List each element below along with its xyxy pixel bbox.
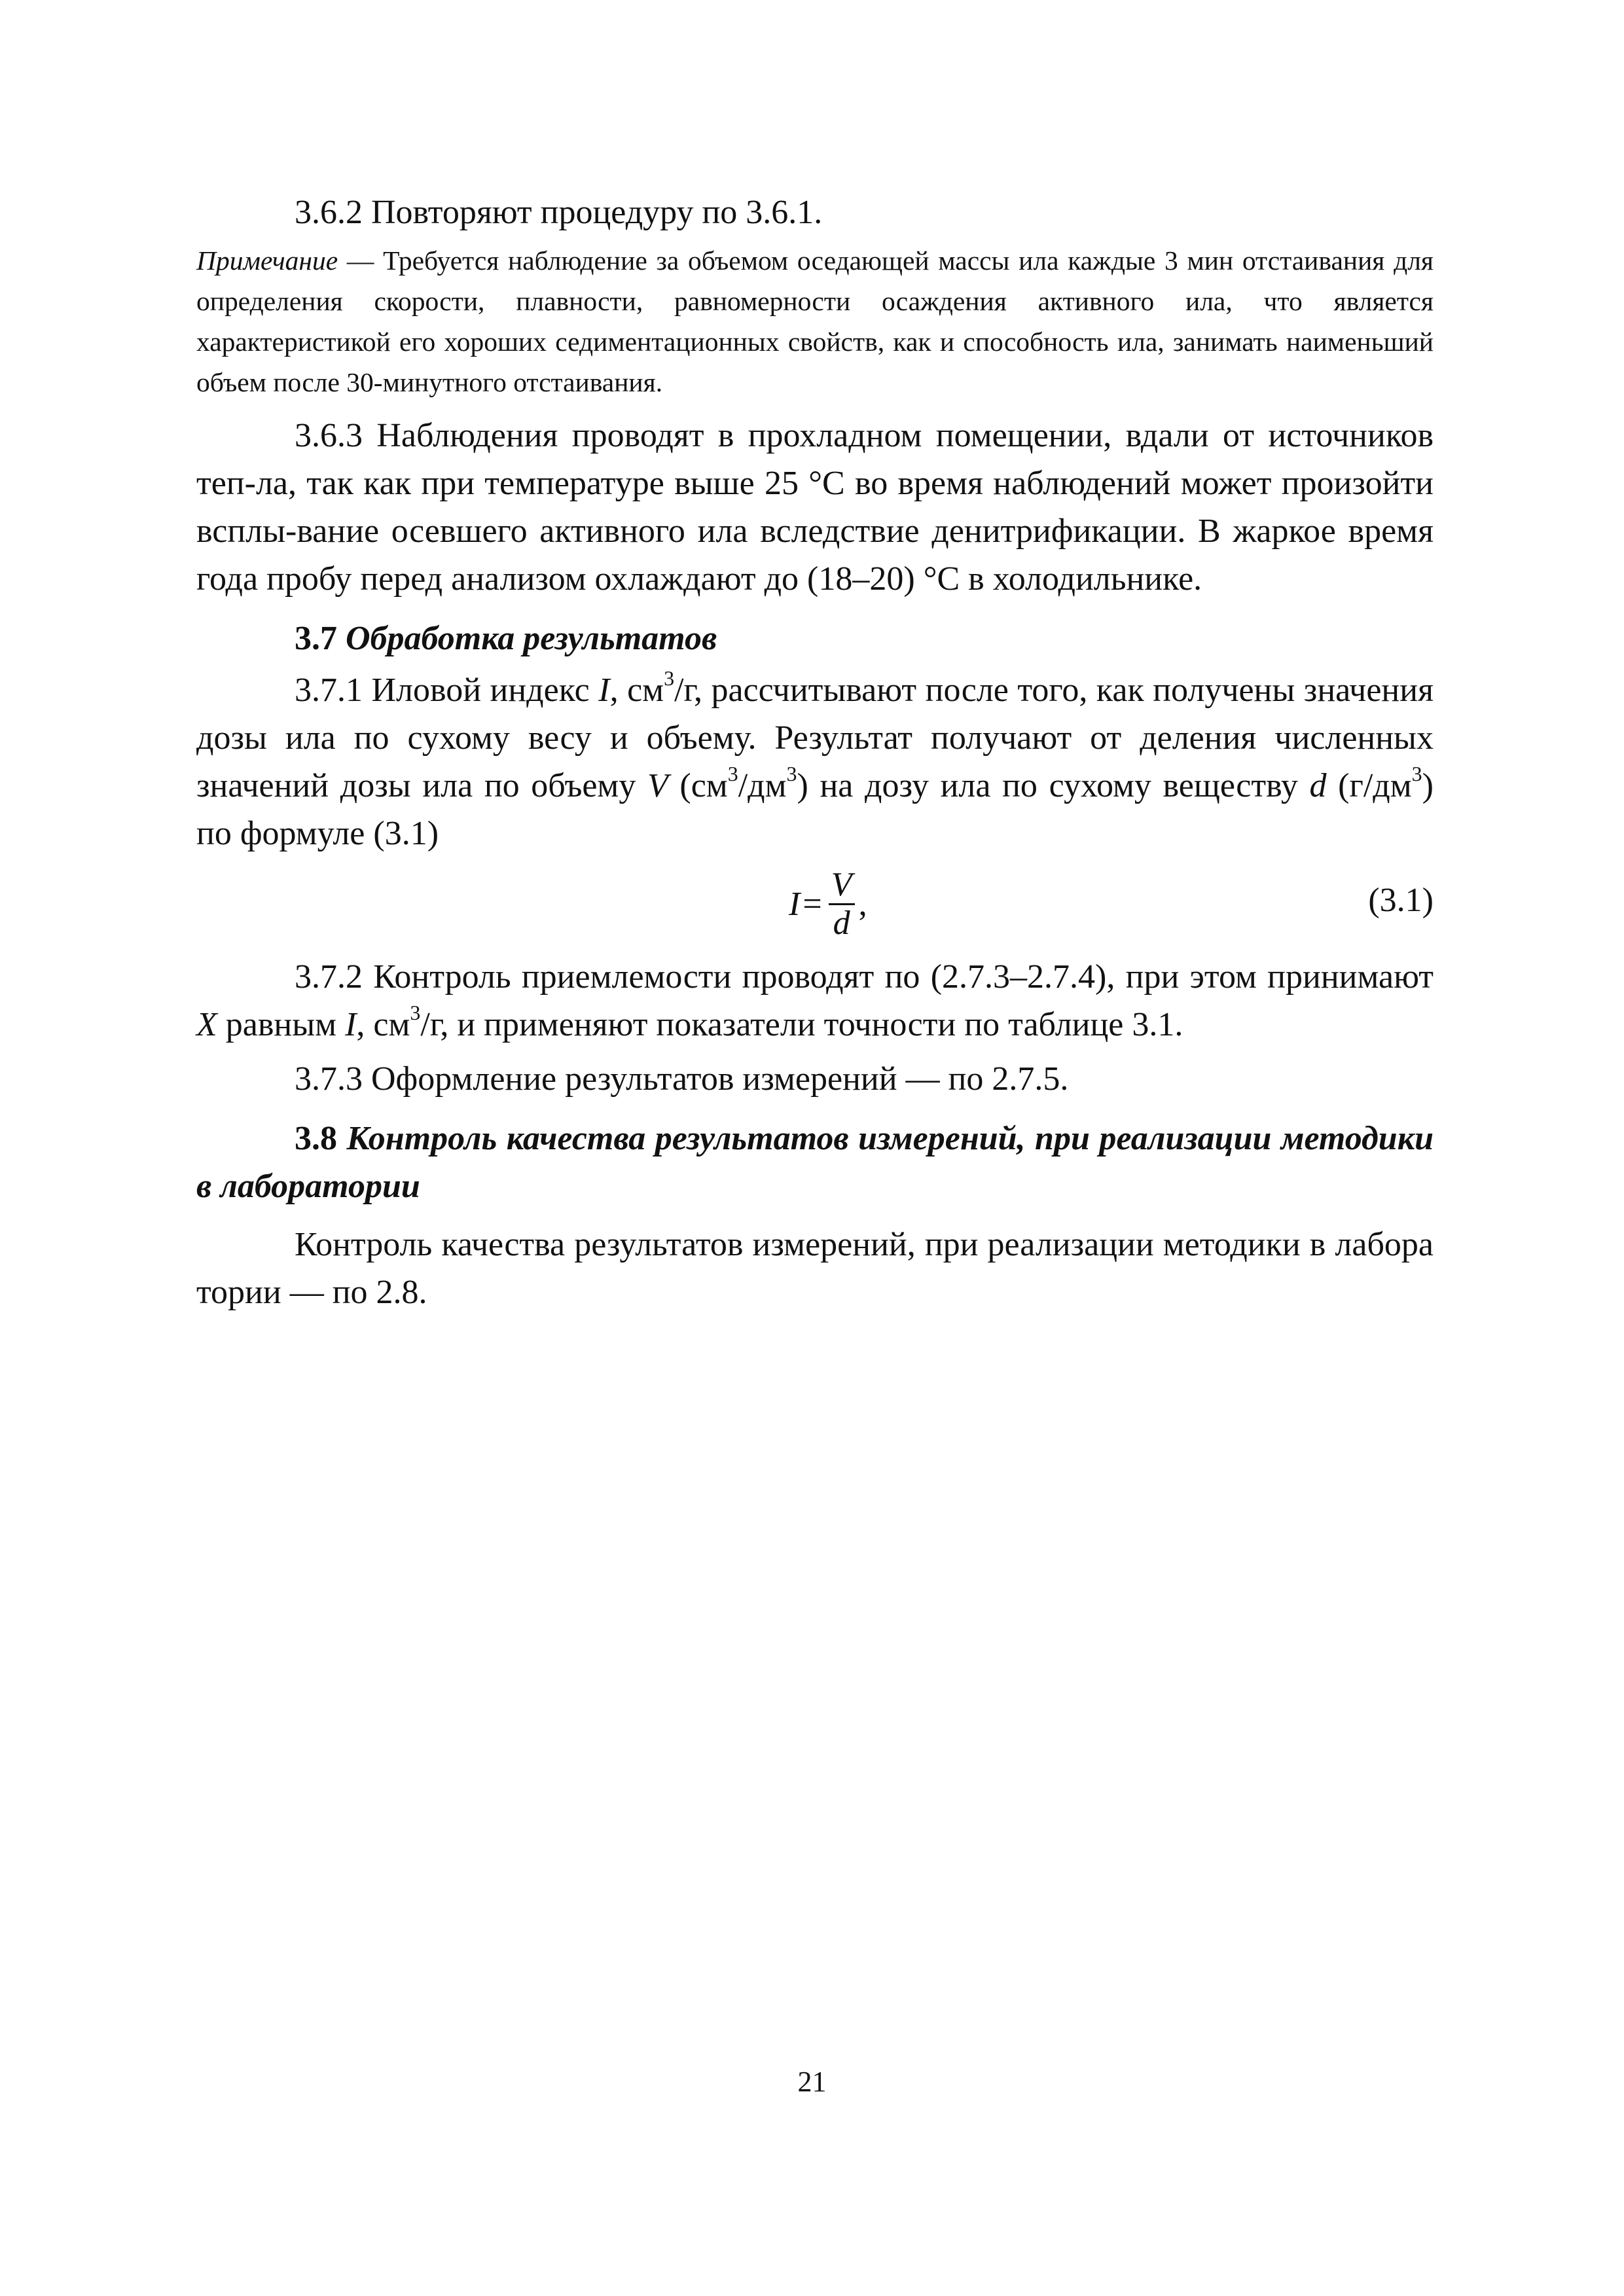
paragraph-3-7-3: 3.7.3 Оформление результатов измерений — по 2.7.5. (295, 1060, 1069, 1098)
page-number: 21 (797, 2066, 827, 2098)
note-paragraph (196, 240, 1434, 403)
heading-3-7-number: 3.7 (295, 620, 337, 657)
paragraph-3-7-1 (196, 666, 1434, 857)
p371-text-c: /г, рассчитывают после того, как получены значения дозы ила по сухому весу и объему. Результат получают от деления численных значений дозы ила по объему (196, 672, 1434, 804)
heading-3-7-title: Обработка результатов (346, 620, 717, 657)
page-content (196, 188, 1434, 1316)
p372-text-d: /г, и применяют показатели точности по таблице 3.1. (420, 1006, 1183, 1043)
heading-3-8-title: Контроль качества результатов измерений, при реализации методики в лаборатории (196, 1120, 1434, 1205)
p372-var-i: I (345, 1006, 357, 1043)
formula-3-1 (196, 861, 1434, 946)
note-text: — Требуется наблюдение за объемом оседающей массы ила каждые 3 мин отстаивания для определения скорости, плавности, равномерности осаждения активного ила, что является характеристикой его хороших седиментационных свойств, как и способность ила, занимать наименьший объем после 30-минутного отстаивания. (196, 245, 1434, 397)
p372-text-c: , см (356, 1006, 410, 1043)
formula-comma: , (858, 885, 867, 923)
heading-3-8 (196, 1115, 1434, 1210)
p372-sup: 3 (410, 1000, 421, 1024)
p372-text-a: 3.7.2 Контроль приемлемости проводят по (2.7.3–2.7.4), при этом принимают (295, 958, 1434, 996)
note-label: Примечание (196, 245, 338, 276)
p371-text-h: ) по формуле (3.1) (196, 767, 1434, 852)
p371-text-g: (г/дм (1326, 767, 1412, 804)
p371-var-v: V (647, 767, 668, 804)
p371-text-d: (см (668, 767, 728, 804)
p371-text-f: ) на дозу ила по сухому веществу (797, 767, 1310, 804)
paragraph-3-6-3: 3.6.3 Наблюдения проводят в прохладном помещении, вдали от источников теп-ла, так как при температуре выше 25 °С во время наблюдений может произойти всплы-вание осевшего активного ила вследствие денитрификации. В жаркое время года пробу перед анализом охлаждают до (18–20) °С в холодильнике. (196, 417, 1434, 598)
p371-var-d: d (1309, 767, 1327, 804)
formula-lhs: I (789, 885, 801, 923)
formula-number: (3.1) (1368, 882, 1434, 919)
formula-expression (789, 861, 867, 946)
paragraph-3-6-2: 3.6.2 Повторяют процедуру по 3.6.1. (295, 194, 823, 231)
p372-var-x: X (196, 1006, 217, 1043)
formula-denominator: d (833, 904, 850, 942)
p371-text-b: , см (609, 672, 664, 709)
paragraph-3-7-2 (196, 953, 1434, 1049)
p371-sup-4: 3 (1411, 761, 1422, 785)
p371-sup-3: 3 (786, 761, 797, 785)
formula-fraction (829, 867, 855, 942)
p371-var-i: I (598, 672, 610, 709)
heading-3-8-number: 3.8 (295, 1120, 337, 1157)
heading-3-7 (196, 615, 1434, 662)
paragraph-3-8: Контроль качества результатов измерений, при реализации методики в лабора тории — по 2.8. (196, 1226, 1434, 1311)
p371-sup-2: 3 (727, 761, 738, 785)
p371-sup-1: 3 (664, 666, 675, 690)
p371-text-a: 3.7.1 Иловой индекс (295, 672, 599, 709)
formula-equals: = (803, 885, 822, 923)
p372-text-b: равным (217, 1006, 346, 1043)
p371-text-e: /дм (738, 767, 787, 804)
formula-numerator: V (831, 865, 852, 903)
